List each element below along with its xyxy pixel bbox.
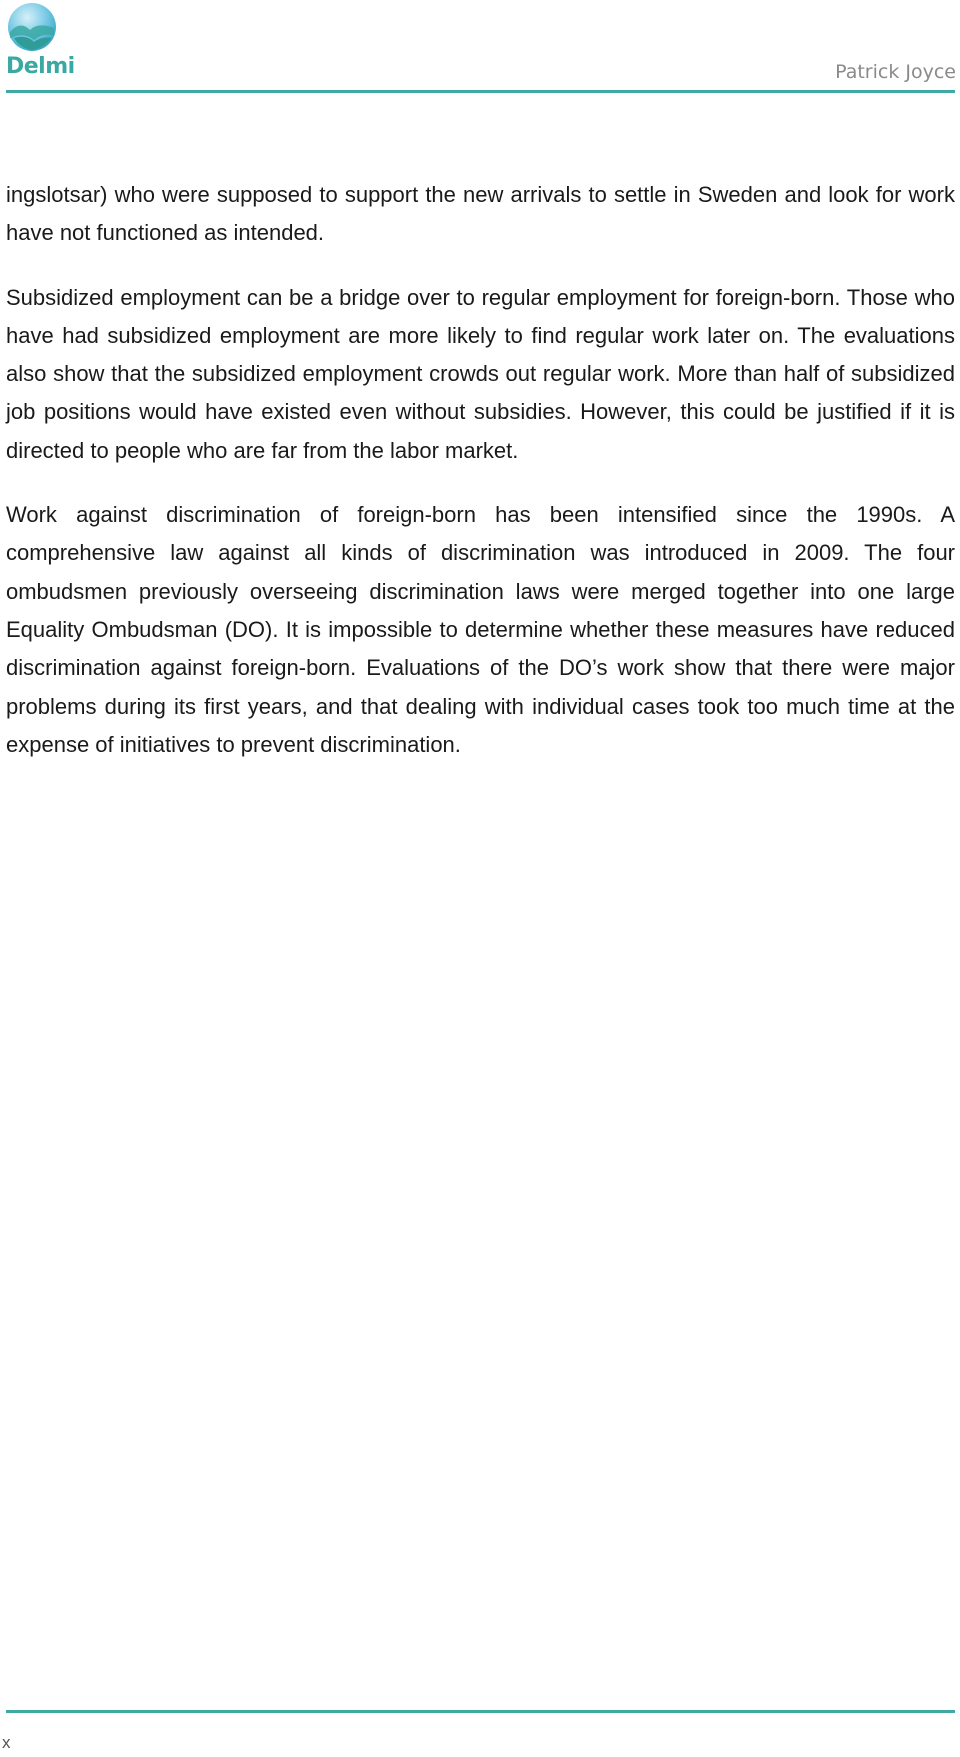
paragraph: ingslotsar) who were supposed to support the new arrivals to settle in Sweden and look for work have not functioned as intended. (6, 182, 955, 246)
page-number: x (2, 1733, 11, 1752)
paragraph: Work against discrimination of foreign-born has been intensified since the 1990s. A comprehensive law against all kinds of discrimination was introduced in 2009. The four ombudsmen previously overseeing discrimination laws were merged together into one large Equality Ombudsman (DO). It is impossible to determine whether these measures have reduced discrimination against foreign-born. Evaluations of the DO’s work show that there were major problems during its first years, and that dealing with individual cases took too much time at the expense of initiatives to prevent discrimination. (6, 502, 955, 757)
delmi-logo-icon (4, 2, 62, 54)
paragraph: Subsidized employment can be a bridge over to regular employment for foreign-born. Those who have had subsidized employment are more likely to find regular work later on. The evaluations also show that the subsidized employment crowds out regular work. More than half of subsidized job positions would have existed even without subsidies. However, this could be justified if it is directed to people who are far from the labor market. (6, 284, 955, 463)
delmi-logo (4, 2, 75, 82)
page-header (0, 0, 960, 95)
footer-rule (6, 1710, 955, 1713)
header-rule (6, 90, 955, 93)
body-text (6, 176, 955, 790)
logo-wordmark: Delmi (6, 54, 75, 79)
running-header-author: Patrick Joyce (835, 61, 956, 83)
